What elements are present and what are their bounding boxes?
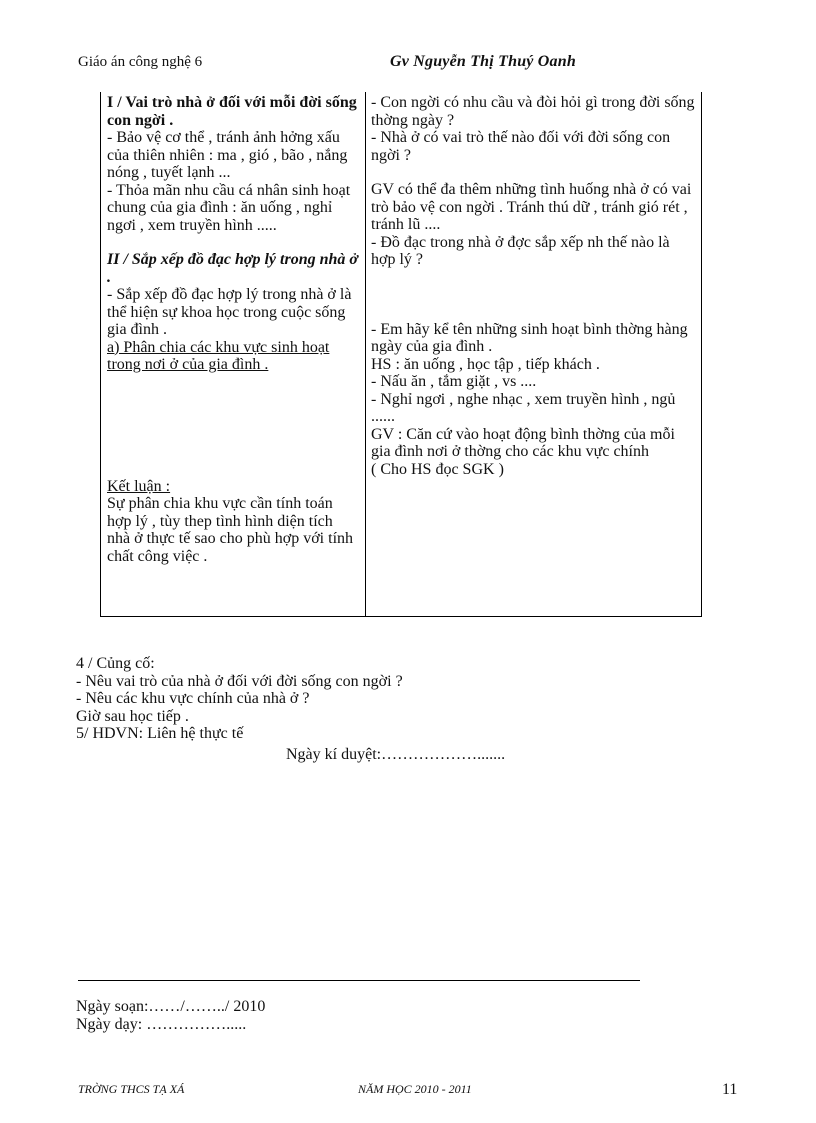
student-answer-2: - Nấu ăn , tắm giặt , vs ....: [371, 373, 537, 390]
section-2-point-1: - Sắp xếp đồ đạc hợp lý trong nhà ở là thể hiện sự khoa học trong cuộc sống gia đình .: [107, 286, 352, 338]
teacher-note-2: GV : Căn cứ vào hoạt động bình thờng của mỗi gia đình nơi ở thờng cho các khu vực chính: [371, 425, 675, 460]
section-1-heading: I / Vai trò nhà ở đối với mỗi đời sống con ngời .: [107, 94, 357, 129]
prepared-date: Ngày soạn:……/……../ 2010: [76, 998, 266, 1015]
footer-school: TRỜNG THCS TẠ XÁ: [78, 1082, 185, 1096]
footer-school-year: NĂM HỌC 2010 - 2011: [358, 1082, 472, 1096]
approval-date-line: Ngày kí duyệt:……………….......: [286, 746, 506, 763]
student-answer-1: HS : ăn uống , học tập , tiếp khách .: [371, 355, 600, 373]
student-answer-3: - Nghỉ ngơi , nghe nhạc , xem truyền hình , ngủ ......: [371, 390, 676, 425]
lesson-dates: [76, 998, 265, 1033]
conclusion-text: Sự phân chia khu vực cần tính toán hợp lý , tùy thep tình hình diện tích nhà ở thực tế sao cho phù hợp với tính chất công việc .: [107, 495, 354, 565]
teaching-date: Ngày dạy: …………….....: [76, 1015, 247, 1033]
section-2-subheading-a: a) Phân chia các khu vực sinh hoạt trong nơi ở của gia đình .: [107, 338, 330, 373]
section-2-heading: II / Sắp xếp đồ đạc hợp lý trong nhà ở .: [107, 251, 358, 286]
conclusion-label: Kết luận :: [107, 477, 171, 495]
section-1-point-1: - Bảo vệ cơ thể , tránh ảnh hởng xấu của thiên nhiên : ma , gió , bão , nắng nóng , tuyết lạnh ...: [107, 129, 348, 181]
question-3: - Đồ đạc trong nhà ở đợc sắp xếp nh thế nào là hợp lý ?: [371, 233, 670, 268]
question-2: - Nhà ở có vai trò thế nào đối với đời sống con ngời ?: [371, 129, 671, 164]
lesson-table: [100, 92, 702, 617]
activity-column: [371, 94, 697, 478]
teacher-note-1: GV có thể đa thêm những tình huống nhà ở có vai trò bảo vệ con ngời . Tránh thú dữ , tránh gió rét , tránh lũ ....: [371, 181, 692, 233]
question-1: - Con ngời có nhu cầu và đòi hỏi gì trong đời sống thờng ngày ?: [371, 94, 695, 129]
homework-note: 5/ HDVN: Liên hệ thực tế: [76, 725, 244, 742]
review-question-1: - Nêu vai trò của nhà ở đối với đời sống con ngời ?: [76, 672, 403, 690]
next-lesson-note: Giờ sau học tiếp .: [76, 707, 189, 725]
question-4: - Em hãy kể tên những sinh hoạt bình thờng hàng ngày của gia đình .: [371, 320, 688, 355]
header-course-title: Giáo án công nghệ 6: [78, 54, 203, 70]
review-heading: 4 / Củng cố:: [76, 655, 155, 672]
column-divider: [365, 92, 366, 616]
header-teacher-name: Gv Nguyễn Thị Thuý Oanh: [390, 53, 576, 70]
review-section: [76, 655, 403, 743]
content-column: [107, 94, 359, 565]
section-1-point-2: - Thỏa mãn nhu cầu cá nhân sinh hoạt chung của gia đình : ăn uống , nghỉ ngơi , xem truyền hình .....: [107, 181, 351, 234]
reading-instruction: ( Cho HS đọc SGK ): [371, 460, 504, 478]
review-question-2: - Nêu các khu vực chính của nhà ở ?: [76, 690, 310, 707]
divider-line: [78, 980, 640, 981]
page-number: 11: [722, 1081, 738, 1098]
